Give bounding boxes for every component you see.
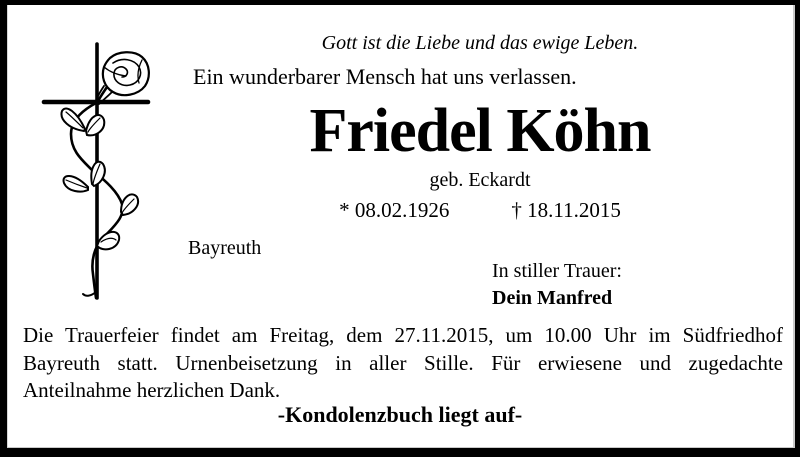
religious-quote: Gott ist die Liebe und das ewige Leben.: [321, 32, 639, 54]
cross-rose-illustration: [40, 40, 160, 305]
intro-line: Ein wunderbarer Mensch hat uns verlassen.: [193, 64, 577, 89]
rose-bloom-outline: [103, 52, 149, 95]
birth-date: * 08.02.1926: [339, 198, 450, 222]
condolence-note: -Kondolenzbuch liegt auf-: [277, 402, 523, 427]
maiden-name: geb. Eckardt: [429, 169, 531, 191]
deceased-name: Friedel Köhn: [309, 97, 651, 165]
vine-leaf: [86, 115, 104, 135]
mourning-label: In stiller Trauer:: [492, 260, 622, 282]
life-dates: [165, 198, 795, 223]
funeral-details: Die Trauerfeier findet am Freitag, dem 27.11.2015, um 10.00 Uhr im Südfriedhof Bayreuth statt. Urnenbeisetzung in aller Stille. Für erwiesene und zugedachte Anteilnahme herzlichen Dank.: [23, 323, 783, 402]
vine-leaves: [62, 108, 139, 249]
vine-leaf: [121, 194, 138, 215]
vine-root-tail: [83, 292, 96, 296]
city-label: Bayreuth: [188, 237, 262, 259]
death-date: † 18.11.2015: [511, 198, 621, 222]
mourner-name: Dein Manfred: [492, 287, 613, 309]
